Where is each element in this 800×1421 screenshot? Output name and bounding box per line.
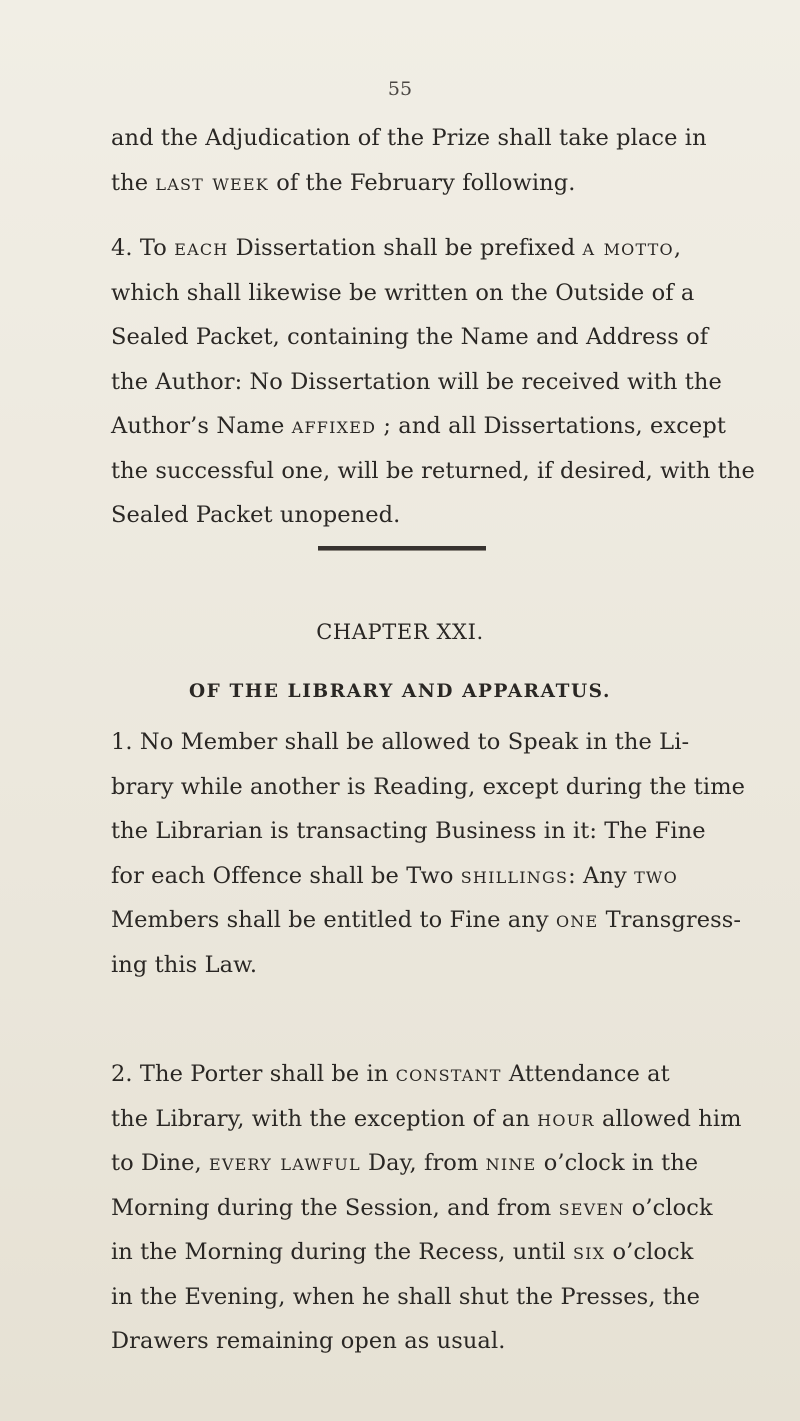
text-line: the successful one, will be returned, if desired, with the xyxy=(111,457,755,484)
text-line: in the Morning during the Recess, until six o’clock xyxy=(111,1239,694,1265)
text-line: 2. The Porter shall be in constant Attendance at xyxy=(111,1061,670,1087)
text-line: Morning during the Session, and from seven o’clock xyxy=(111,1194,713,1221)
text-line: 1. No Member shall be allowed to Speak in the Li- xyxy=(111,729,690,755)
text-line: the Author: No Dissertation will be received with the xyxy=(111,368,722,395)
text-line: and the Adjudication of the Prize shall take place in xyxy=(111,125,707,151)
text-line: which shall likewise be written on the Outside of a xyxy=(111,279,695,306)
rule-1-paragraph xyxy=(111,720,746,987)
text-line: Members shall be entitled to Fine any one Transgress- xyxy=(111,907,742,933)
rule-2-paragraph xyxy=(111,1052,742,1364)
text-line: to Dine, every lawful Day, from nine o’clock in the xyxy=(111,1150,699,1176)
text-line: for each Offence shall be Two shillings: Any two xyxy=(111,862,678,889)
page-number: 55 xyxy=(387,78,413,100)
chapter-title: CHAPTER XXI. xyxy=(316,620,484,644)
section-4-paragraph xyxy=(111,226,755,538)
text-line: brary while another is Reading, except during the time xyxy=(111,773,746,800)
paragraph-continuation xyxy=(111,116,711,205)
text-line: Sealed Packet unopened. xyxy=(111,502,401,528)
section-divider-rule xyxy=(318,546,486,551)
text-line: Drawers remaining open as usual. xyxy=(111,1328,506,1354)
text-line: the last week of the February following. xyxy=(111,169,576,196)
text-line: Author’s Name affixed ; and all Dissertations, except xyxy=(111,413,726,439)
text-line: 4. To each Dissertation shall be prefixed a motto, xyxy=(111,235,683,261)
text-line: the Librarian is transacting Business in it: The Fine xyxy=(111,818,706,844)
text-line: in the Evening, when he shall shut the Presses, the xyxy=(111,1283,700,1310)
text-line: the Library, with the exception of an hour allowed him xyxy=(111,1105,742,1132)
text-line: ing this Law. xyxy=(111,951,258,978)
text-line: Sealed Packet, containing the Name and Address of xyxy=(111,324,709,350)
chapter-subtitle: OF THE LIBRARY AND APPARATUS. xyxy=(188,681,612,702)
